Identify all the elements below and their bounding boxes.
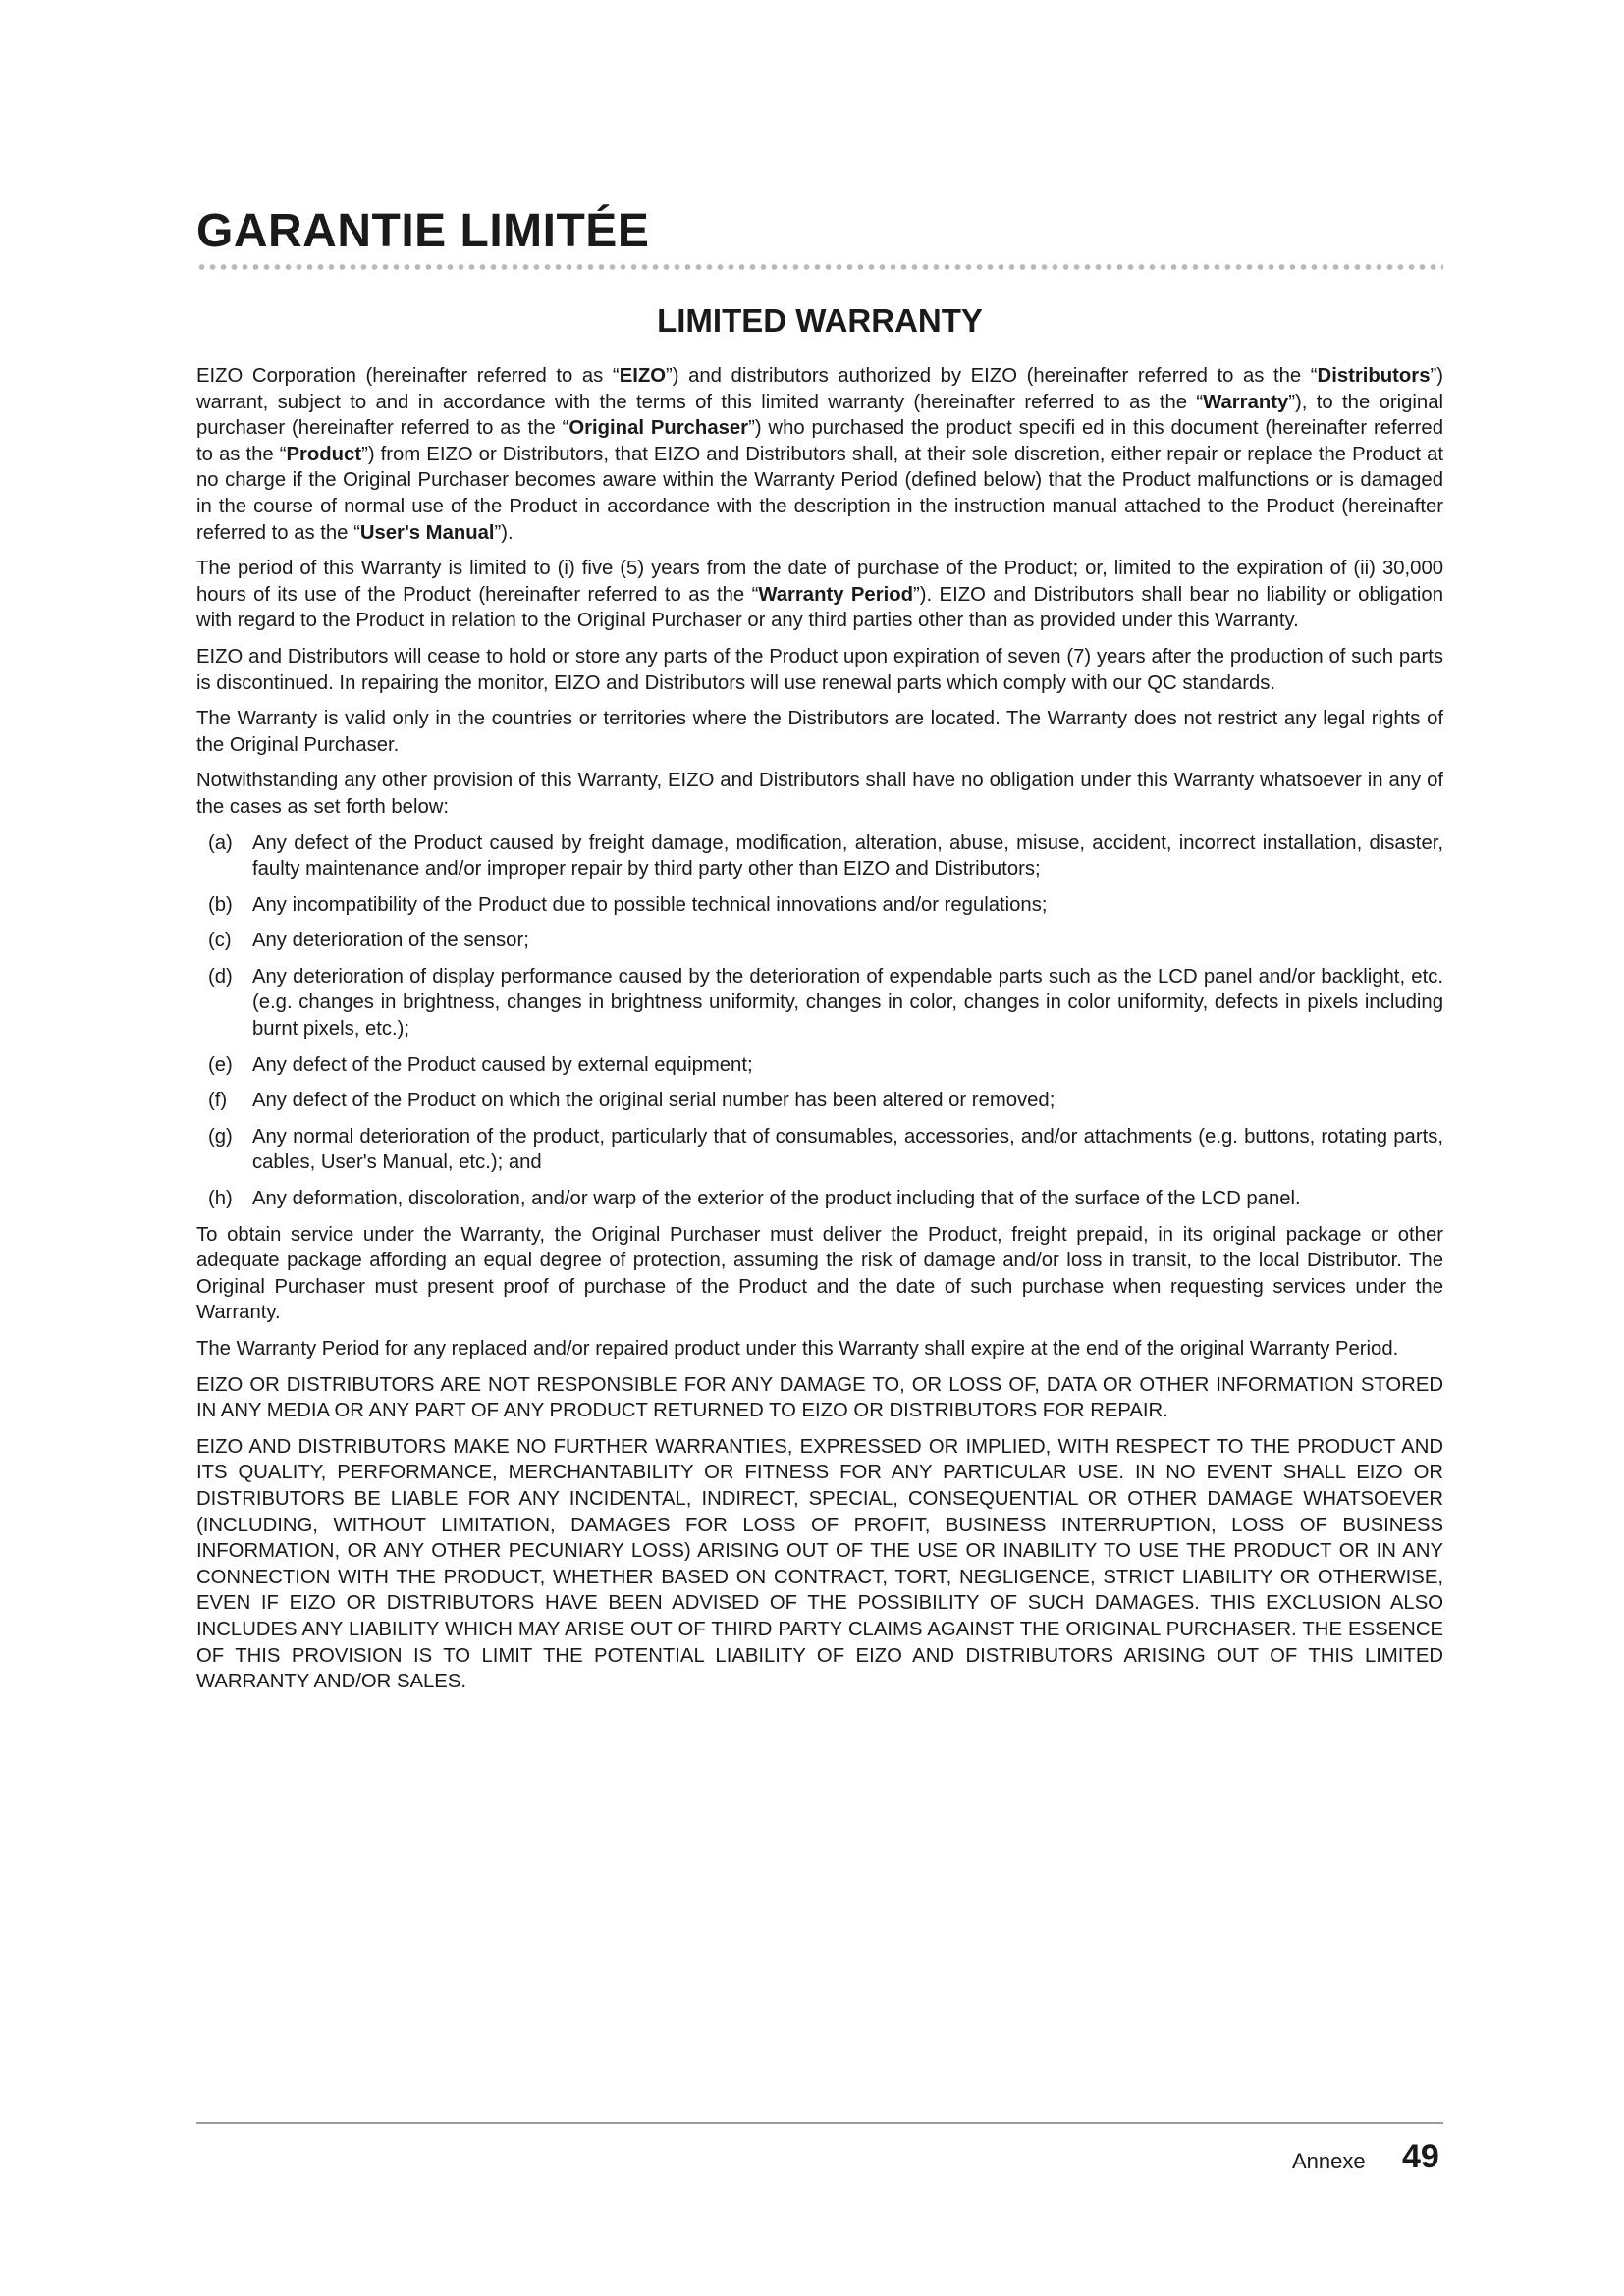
footer-section-label: Annexe bbox=[1292, 2149, 1366, 2173]
page-title: GARANTIE LIMITÉE bbox=[196, 205, 650, 257]
list-item: (f) Any defect of the Product on which the original serial number has been altered or removed; bbox=[208, 1090, 1056, 1112]
paragraph-intro: EIZO Corporation (hereinafter referred to as “EIZO”) and distributors authorized by EIZO (hereinafter referred to as the “Distributors”) warrant, subject to and in accordance with the terms of this limited warranty (hereinafter referred to as the “Warranty”), to the original purchaser (hereinafter referred to as the “Original Purchaser”) who purchased the product specifi ed in this document (hereinafter referred to as the “Product”) from EIZO or Distributors, that EIZO and Distributors shall, at their sole discretion, either repair or replace the Product at no charge if the Original Purchaser becomes aware within the Warranty Period (defined below) that the Product malfunctions or is damaged in the course of normal use of the Product in accordance with the description in the instruction manual attached to the Product (hereinafter referred to as the “User's Manual”). bbox=[196, 365, 1443, 544]
section-heading: LIMITED WARRANTY bbox=[657, 302, 983, 339]
list-item: (c) Any deterioration of the sensor; bbox=[208, 930, 529, 952]
title-dotted-rule bbox=[196, 263, 1443, 271]
paragraph-service: To obtain service under the Warranty, the Original Purchaser must deliver the Product, freight prepaid, in its original package or other adequate package affording an equal degree of protection, assuming the risk of damage and/or loss in transit, to the local Distributor. The Original Purchaser must present proof of purchase of the Product and the date of such purchase when requesting services under the Warranty. bbox=[196, 1223, 1443, 1324]
paragraph-data-loss: EIZO OR DISTRIBUTORS ARE NOT RESPONSIBLE FOR ANY DAMAGE TO, OR LOSS OF, DATA OR OTHER INFORMATION STORED IN ANY MEDIA OR ANY PART OF ANY PRODUCT RETURNED TO EIZO OR DISTRIBUTORS FOR REPAIR. bbox=[196, 1373, 1443, 1422]
paragraph-exclusions-intro: Notwithstanding any other provision of this Warranty, EIZO and Distributors shall have no obligation under this Warranty whatsoever in any of the cases as set forth below: bbox=[196, 770, 1443, 818]
exclusion-list bbox=[196, 830, 1443, 1212]
paragraph-parts: EIZO and Distributors will cease to hold or store any parts of the Product upon expiration of seven (7) years after the production of such parts is discontinued. In repairing the monitor, EIZO and Distributors will use renewal parts which comply with our QC standards. bbox=[196, 645, 1443, 694]
page-number: 49 bbox=[1402, 2138, 1439, 2175]
paragraph-replacement-period: The Warranty Period for any replaced and/or repaired product under this Warranty shall expire at the end of the original Warranty Period. bbox=[196, 1338, 1399, 1360]
paragraph-warranty-period: The period of this Warranty is limited to (i) five (5) years from the date of purchase of the Product; or, limited to the expiration of (ii) 30,000 hours of its use of the Product (hereinafter referred to as the “Warranty Period”). EIZO and Distributors shall bear no liability or obligation with regard to the Product in relation to the Original Purchaser or any third parties other than as provided under this Warranty. bbox=[196, 558, 1443, 632]
list-item: (h) Any deformation, discoloration, and/or warp of the exterior of the product including that of the surface of the LCD panel. bbox=[208, 1188, 1301, 1210]
list-item: (d) Any deterioration of display performance caused by the deterioration of expendable parts such as the LCD panel and/or backlight, etc. (e.g. changes in brightness, changes in brightness uniformity, changes in color, changes in color uniformity, defects in pixels including burnt pixels, etc.); bbox=[208, 965, 1443, 1041]
paragraph-validity: The Warranty is valid only in the countries or territories where the Distributors are located. The Warranty does not restrict any legal rights of the Original Purchaser. bbox=[196, 708, 1443, 756]
footer-rule bbox=[196, 2122, 1443, 2124]
list-item: (a) Any defect of the Product caused by freight damage, modification, alteration, abuse, misuse, accident, incorrect installation, disaster, faulty maintenance and/or improper repair by third party other than EIZO and Distributors; bbox=[208, 831, 1443, 881]
list-item: (b) Any incompatibility of the Product due to possible technical innovations and/or regulations; bbox=[208, 893, 1048, 916]
paragraph-disclaimer: EIZO AND DISTRIBUTORS MAKE NO FURTHER WARRANTIES, EXPRESSED OR IMPLIED, WITH RESPECT TO THE PRODUCT AND ITS QUALITY, PERFORMANCE, MERCHANTABILITY OR FITNESS FOR ANY PARTICULAR USE. IN NO EVENT SHALL EIZO OR DISTRIBUTORS BE LIABLE FOR ANY INCIDENTAL, INDIRECT, SPECIAL, CONSEQUENTIAL OR OTHER DAMAGE WHATSOEVER (INCLUDING, WITHOUT LIMITATION, DAMAGES FOR LOSS OF PROFIT, BUSINESS INTERRUPTION, LOSS OF BUSINESS INFORMATION, OR ANY OTHER PECUNIARY LOSS) ARISING OUT OF THE USE OR INABILITY TO USE THE PRODUCT OR IN ANY CONNECTION WITH THE PRODUCT, WHETHER BASED ON CONTRACT, TORT, NEGLIGENCE, STRICT LIABILITY OR OTHERWISE, EVEN IF EIZO OR DISTRIBUTORS HAVE BEEN ADVISED OF THE POSSIBILITY OF SUCH DAMAGES. THIS EXCLUSION ALSO INCLUDES ANY LIABILITY WHICH MAY ARISE OUT OF THIRD PARTY CLAIMS AGAINST THE ORIGINAL PURCHASER. THE ESSENCE OF THIS PROVISION IS TO LIMIT THE POTENTIAL LIABILITY OF EIZO AND DISTRIBUTORS ARISING OUT OF THIS LIMITED WARRANTY AND/OR SALES. bbox=[196, 1435, 1443, 1693]
warranty-body bbox=[196, 363, 1443, 1705]
list-item: (e) Any defect of the Product caused by external equipment; bbox=[208, 1053, 753, 1076]
list-item: (g) Any normal deterioration of the product, particularly that of consumables, accessories, and/or attachments (e.g. buttons, rotating parts, cables, User's Manual, etc.); and bbox=[208, 1125, 1443, 1174]
